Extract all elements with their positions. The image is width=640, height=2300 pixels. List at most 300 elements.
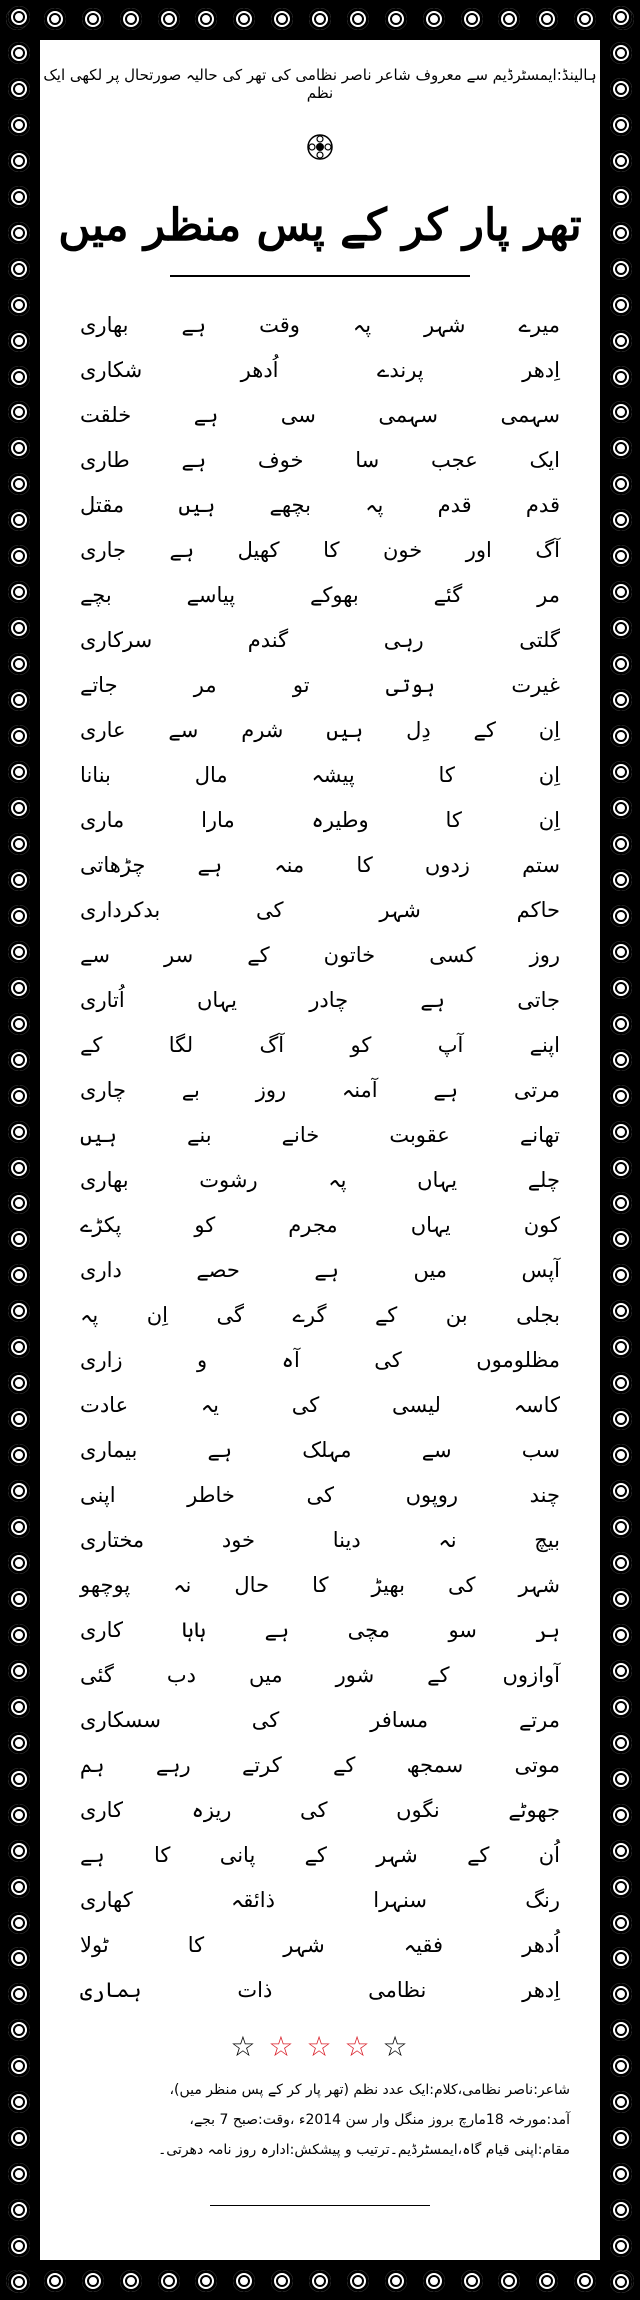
flower-ornament-icon	[610, 2055, 632, 2077]
intro-line: ہالینڈ:ایمسٹرڈیم سے معروف شاعر ناصر نظامی کی تھر کی حالیہ صورتحال پر لکھی ایک نظم	[43, 66, 597, 102]
verse-word: سے	[168, 717, 199, 742]
verse-word: گی	[216, 1302, 245, 1327]
verse-word: ہے	[207, 1437, 233, 1462]
flower-ornament-icon	[120, 8, 142, 30]
verse-word: داری	[80, 1257, 122, 1282]
verse-word: روز	[255, 1077, 287, 1102]
bottom-border-ornaments	[0, 2264, 640, 2298]
verse-word: یہاں	[196, 987, 237, 1012]
flower-ornament-icon	[8, 977, 30, 999]
verse-line	[80, 1922, 560, 1967]
verse-line	[80, 527, 560, 572]
verse-word: عاری	[80, 717, 126, 742]
verse-word: ہیں	[80, 1122, 117, 1147]
verse-word: رہی	[383, 627, 424, 652]
verse-word: اِن	[538, 717, 560, 742]
flower-ornament-icon	[8, 509, 30, 531]
verse-word: سے	[421, 1437, 452, 1462]
verse-word: شہر	[379, 897, 421, 922]
verse-word: مر	[193, 672, 217, 697]
flower-ornament-icon	[610, 833, 632, 855]
verse-word: و	[197, 1347, 208, 1372]
verse-word: مال	[194, 762, 228, 787]
flower-ornament-icon	[8, 1624, 30, 1646]
verse-word: شہر	[376, 1842, 418, 1867]
verse-line	[80, 1202, 560, 1247]
verse-line	[80, 1157, 560, 1202]
flower-ornament-icon	[8, 2235, 30, 2257]
credits-block	[70, 2075, 570, 2165]
right-border-ornaments	[604, 0, 638, 2300]
flower-ornament-icon	[195, 2270, 217, 2292]
verse-word: آگ	[259, 1032, 285, 1057]
verse-word: کا	[445, 807, 462, 832]
flower-ornament-icon	[610, 545, 632, 567]
verse-word: میں	[249, 1662, 283, 1687]
flower-ornament-icon	[8, 1264, 30, 1286]
flower-ornament-icon	[8, 2271, 30, 2293]
verse-word: زدوں	[424, 852, 470, 877]
footer-underline	[210, 2205, 430, 2206]
verse-word: بنے	[187, 1122, 212, 1147]
flower-ornament-icon	[610, 1624, 632, 1646]
verse-word: سہمی	[500, 402, 560, 427]
verse-word: قدم	[525, 492, 560, 517]
verse-word: ہے	[181, 312, 207, 337]
verse-word: خود	[221, 1527, 256, 1552]
verse-word: میں	[413, 1257, 448, 1282]
verse-word: کسی	[429, 942, 476, 967]
flower-ornament-icon	[610, 2127, 632, 2149]
flower-ornament-icon	[610, 1264, 632, 1286]
verse-word: اِدھر	[522, 357, 560, 382]
verse-line	[80, 1517, 560, 1562]
verse-word: بیچ	[534, 1527, 560, 1552]
verse-word: دینا	[332, 1527, 361, 1552]
flower-ornament-icon	[610, 1444, 632, 1466]
verse-word: موتی	[514, 1752, 560, 1777]
verse-word: سی	[280, 402, 316, 427]
flower-ornament-icon	[44, 2270, 66, 2292]
verse-word: بدکرداری	[80, 897, 161, 922]
flower-ornament-icon	[8, 1300, 30, 1322]
flower-ornament-icon	[8, 905, 30, 927]
verse-word: پکڑے	[80, 1212, 122, 1237]
verse-word: اِن	[538, 762, 560, 787]
verse-word: خوف	[257, 447, 304, 472]
verse-word: سہمی	[378, 402, 438, 427]
verse-word: کی	[291, 1392, 320, 1417]
verse-word: بچے	[80, 582, 112, 607]
flower-ornament-icon	[610, 1912, 632, 1934]
verse-word: قدم	[437, 492, 472, 517]
verse-word: کی	[300, 1797, 328, 1822]
left-border-ornaments	[2, 0, 36, 2300]
verse-word: زاری	[80, 1347, 123, 1372]
flower-ornament-icon	[8, 6, 30, 28]
flower-ornament-icon	[610, 1049, 632, 1071]
flower-ornament-icon	[536, 8, 558, 30]
flower-ornament-icon	[8, 1192, 30, 1214]
flower-ornament-icon	[536, 2270, 558, 2292]
verse-word: ہے	[80, 1842, 105, 1867]
verse-word: یہ	[200, 1392, 219, 1417]
flower-ornament-icon	[195, 8, 217, 30]
flower-ornament-icon	[8, 2163, 30, 2185]
verse-word: کے	[427, 1662, 450, 1687]
flower-ornament-icon	[8, 1480, 30, 1502]
verse-word: جاتی	[517, 987, 560, 1012]
verse-line	[80, 392, 560, 437]
verse-word: بن	[445, 1302, 468, 1327]
verse-word: شور	[335, 1662, 375, 1687]
verse-word: شہر	[518, 1572, 560, 1597]
verse-word: خلقت	[80, 402, 132, 427]
flower-ornament-icon	[610, 653, 632, 675]
flower-ornament-icon	[8, 1947, 30, 1969]
verse-word: نہ	[438, 1527, 457, 1552]
flower-ornament-icon	[610, 1660, 632, 1682]
verse-word: سنہرا	[373, 1887, 427, 1912]
verse-word: ہم	[80, 1752, 105, 1777]
flower-ornament-icon	[610, 2271, 632, 2293]
flower-ornament-icon	[8, 941, 30, 963]
verse-word: کا	[312, 1572, 329, 1597]
flower-ornament-icon	[347, 8, 369, 30]
flower-ornament-icon	[44, 8, 66, 30]
verse-word: نگوں	[396, 1797, 440, 1822]
flower-ornament-icon	[8, 473, 30, 495]
flower-ornament-icon	[610, 1192, 632, 1214]
flower-ornament-icon	[8, 186, 30, 208]
verse-word: آہ	[281, 1347, 300, 1372]
credit-place: مقام:اپنی قیام گاہ،ایمسٹرڈیم۔ترتیب و پیشکش:ادارہ روز نامہ دھرتی۔	[158, 2142, 570, 2158]
flower-ornament-icon	[8, 1228, 30, 1250]
verse-word: آگ	[535, 537, 560, 562]
flower-ornament-icon	[610, 222, 632, 244]
flower-ornament-icon	[8, 689, 30, 711]
verse-word: کی	[374, 1347, 402, 1372]
verse-word: اُتاری	[80, 987, 125, 1012]
verse-word: ٹولا	[80, 1932, 109, 1957]
verse-word: روپوں	[405, 1482, 459, 1507]
flower-ornament-icon	[610, 797, 632, 819]
flower-ornament-icon	[610, 1768, 632, 1790]
flower-ornament-icon	[8, 1912, 30, 1934]
star-icon: ☆	[306, 2030, 334, 2063]
verse-word: چاری	[80, 1077, 126, 1102]
verse-word: سر	[164, 942, 194, 967]
flower-ornament-icon	[610, 1228, 632, 1250]
verse-line	[80, 1427, 560, 1472]
verse-word: عادت	[80, 1392, 129, 1417]
verse-line	[80, 572, 560, 617]
verse-word: آوازوں	[502, 1662, 560, 1687]
verse-word: بچھے	[269, 492, 311, 517]
verse-line	[80, 1697, 560, 1742]
verse-word: کھیل	[237, 537, 280, 562]
verse-word: پوچھو	[80, 1572, 131, 1597]
verse-word: ریزہ	[191, 1797, 232, 1822]
verse-word: پہ	[80, 1302, 99, 1327]
flower-ornament-icon	[610, 78, 632, 100]
verse-word: ہے	[420, 987, 445, 1012]
flower-ornament-icon	[233, 2270, 255, 2292]
flower-ornament-icon	[610, 869, 632, 891]
verse-word: بے	[181, 1077, 200, 1102]
verse-word: ہاہا	[181, 1617, 207, 1642]
credit-poet: شاعر:ناصر نظامی،کلام:ایک عدد نظم (تھر پار کر کے پس منظر میں)،	[169, 2082, 570, 2098]
verse-word: رنگ	[525, 1887, 560, 1912]
verse-word: چادر	[309, 987, 349, 1012]
poem-verses	[80, 302, 560, 2012]
verse-word: تو	[292, 672, 310, 697]
flower-ornament-icon	[610, 617, 632, 639]
flower-ornament-icon	[8, 1085, 30, 1107]
verse-word: کا	[356, 852, 373, 877]
verse-line	[80, 842, 560, 887]
flower-ornament-icon	[610, 1696, 632, 1718]
verse-word: سو	[448, 1617, 477, 1642]
flower-ornament-icon	[610, 2235, 632, 2257]
verse-line	[80, 752, 560, 797]
verse-word: مچی	[347, 1617, 390, 1642]
flower-ornament-icon	[8, 1840, 30, 1862]
verse-word: طاری	[80, 447, 130, 472]
verse-word: ذائقہ	[230, 1887, 275, 1912]
verse-word: ذات	[237, 1977, 273, 2002]
flower-ornament-icon	[8, 42, 30, 64]
verse-word: میرے	[518, 312, 560, 337]
flower-ornament-icon	[8, 222, 30, 244]
verse-word: چند	[529, 1482, 560, 1507]
flower-ornament-icon	[8, 330, 30, 352]
flower-ornament-icon	[385, 8, 407, 30]
verse-word: مہلک	[302, 1437, 352, 1462]
verse-line	[80, 932, 560, 977]
verse-word: کاسہ	[513, 1392, 560, 1417]
verse-word: ہے	[197, 852, 223, 877]
flower-ornament-icon	[82, 8, 104, 30]
verse-word: ماری	[80, 807, 125, 832]
verse-word: کی	[447, 1572, 476, 1597]
flower-ornament-icon	[8, 2091, 30, 2113]
flower-ornament-icon	[574, 2270, 596, 2292]
verse-line	[80, 1742, 560, 1787]
verse-word: یہاں	[410, 1212, 451, 1237]
verse-word: ستم	[522, 852, 560, 877]
verse-word: نہ	[173, 1572, 192, 1597]
flower-ornament-icon	[8, 725, 30, 747]
flower-ornament-icon	[610, 330, 632, 352]
flower-ornament-icon	[610, 941, 632, 963]
flower-ornament-icon	[385, 2270, 407, 2292]
flower-ornament-icon	[8, 1876, 30, 1898]
flower-ornament-icon	[8, 1732, 30, 1754]
verse-line	[80, 437, 560, 482]
verse-word: کو	[350, 1032, 372, 1057]
flower-ornament-icon	[610, 1947, 632, 1969]
flower-ornament-icon	[610, 581, 632, 603]
verse-line	[80, 1337, 560, 1382]
verse-word: کے	[333, 1752, 356, 1777]
flower-ornament-icon	[8, 1157, 30, 1179]
verse-word: گلتی	[519, 627, 560, 652]
verse-word: ہیں	[326, 717, 364, 742]
flower-ornament-icon	[610, 1013, 632, 1035]
verse-word: مر	[537, 582, 560, 607]
verse-line	[80, 1382, 560, 1427]
flower-ornament-icon	[8, 653, 30, 675]
verse-line	[80, 1787, 560, 1832]
verse-line	[80, 617, 560, 662]
flower-ornament-icon	[8, 1516, 30, 1538]
verse-word: اپنی	[80, 1482, 116, 1507]
flower-ornament-icon	[271, 8, 293, 30]
top-border-ornaments	[0, 2, 640, 36]
credit-date: آمد:مورخہ 18مارچ بروز منگل وار سن 2014ء ،وقت:صبح 7 بجے،	[189, 2112, 570, 2128]
verse-word: خاطر	[187, 1482, 235, 1507]
flower-ornament-icon	[8, 437, 30, 459]
verse-word: روز	[529, 942, 560, 967]
verse-word: مسافر	[370, 1707, 429, 1732]
verse-word: فقیہ	[403, 1932, 444, 1957]
verse-word: ہوتی	[385, 672, 436, 697]
verse-word: ہے	[169, 537, 195, 562]
verse-word: شہر	[283, 1932, 325, 1957]
flower-ornament-icon	[610, 689, 632, 711]
flower-ornament-icon	[610, 905, 632, 927]
flower-ornament-icon	[233, 8, 255, 30]
verse-word: کا	[153, 1842, 171, 1867]
flower-ornament-icon	[610, 1372, 632, 1394]
verse-line	[80, 302, 560, 347]
verse-word: گرے	[292, 1302, 327, 1327]
verse-line	[80, 707, 560, 752]
verse-word: اپنے	[529, 1032, 560, 1057]
flower-ornament-icon	[610, 1983, 632, 2005]
flower-ornament-icon	[158, 2270, 180, 2292]
verse-word: گندم	[247, 627, 289, 652]
rosette-ornament-icon	[307, 134, 333, 160]
verse-word: آپ	[437, 1032, 464, 1057]
verse-word: اِن	[146, 1302, 168, 1327]
flower-ornament-icon	[610, 1516, 632, 1538]
flower-ornament-icon	[423, 2270, 445, 2292]
flower-ornament-icon	[610, 1732, 632, 1754]
verse-word: مختاری	[80, 1527, 145, 1552]
title-underline	[170, 275, 470, 277]
verse-word: بجلی	[516, 1302, 560, 1327]
verse-word: سا	[355, 447, 380, 472]
verse-line	[80, 1877, 560, 1922]
verse-word: کاری	[80, 1797, 124, 1822]
verse-word: کی	[256, 897, 284, 922]
verse-word: سب	[521, 1437, 560, 1462]
verse-word: رشوت	[199, 1167, 258, 1192]
verse-word: اِن	[538, 807, 560, 832]
verse-line	[80, 1472, 560, 1517]
poem-sheet	[40, 40, 600, 2260]
flower-ornament-icon	[8, 761, 30, 783]
flower-ornament-icon	[610, 1408, 632, 1430]
flower-ornament-icon	[8, 2019, 30, 2041]
flower-ornament-icon	[158, 8, 180, 30]
flower-ornament-icon	[610, 1552, 632, 1574]
verse-word: کے	[80, 1032, 103, 1057]
verse-word: ہیں	[178, 492, 216, 517]
flower-ornament-icon	[610, 294, 632, 316]
verse-word: بھوکے	[310, 582, 359, 607]
flower-ornament-icon	[8, 366, 30, 388]
verse-line	[80, 1292, 560, 1337]
verse-word: بیماری	[80, 1437, 138, 1462]
flower-ornament-icon	[8, 1372, 30, 1394]
verse-word: پہ	[328, 1167, 347, 1192]
verse-word: پہ	[365, 492, 384, 517]
verse-word: بھاری	[80, 1167, 129, 1192]
flower-ornament-icon	[610, 1085, 632, 1107]
star-icon: ☆	[268, 2030, 296, 2063]
flower-ornament-icon	[8, 869, 30, 891]
verse-word: کے	[247, 942, 270, 967]
verse-word: کھاری	[80, 1887, 133, 1912]
flower-ornament-icon	[8, 1336, 30, 1358]
verse-word: گئی	[80, 1662, 114, 1687]
verse-word: کے	[473, 717, 496, 742]
verse-line	[80, 1022, 560, 1067]
flower-ornament-icon	[610, 366, 632, 388]
flower-ornament-icon	[610, 1480, 632, 1502]
flower-ornament-icon	[8, 1444, 30, 1466]
flower-ornament-icon	[610, 2163, 632, 2185]
flower-ornament-icon	[8, 1588, 30, 1610]
flower-ornament-icon	[574, 8, 596, 30]
verse-word: پیاسے	[186, 582, 236, 607]
flower-ornament-icon	[309, 8, 331, 30]
verse-word: مرتی	[513, 1077, 560, 1102]
verse-word: سسکاری	[80, 1707, 161, 1732]
flower-ornament-icon	[610, 1804, 632, 1826]
flower-ornament-icon	[8, 401, 30, 423]
verse-word: خانے	[281, 1122, 320, 1147]
flower-ornament-icon	[8, 1696, 30, 1718]
flower-ornament-icon	[610, 2019, 632, 2041]
verse-line	[80, 1562, 560, 1607]
flower-ornament-icon	[610, 761, 632, 783]
verse-word: جھوٹے	[508, 1797, 560, 1822]
flower-ornament-icon	[8, 581, 30, 603]
verse-word: شرم	[241, 717, 284, 742]
flower-ornament-icon	[8, 1552, 30, 1574]
verse-word: عجب	[431, 447, 478, 472]
verse-word: پہ	[352, 312, 372, 337]
verse-word: آمنہ	[341, 1077, 378, 1102]
verse-line	[80, 1112, 560, 1157]
flower-ornament-icon	[610, 150, 632, 172]
flower-ornament-icon	[8, 833, 30, 855]
flower-ornament-icon	[309, 2270, 331, 2292]
verse-word: کو	[194, 1212, 216, 1237]
verse-word: ہماری	[80, 1977, 142, 2002]
verse-word: کا	[323, 537, 340, 562]
verse-word: مجرم	[288, 1212, 338, 1237]
verse-word: خون	[382, 537, 423, 562]
star-icon: ☆	[230, 2030, 258, 2063]
verse-word: اُدھر	[522, 1932, 560, 1957]
flower-ornament-icon	[610, 2091, 632, 2113]
verse-line	[80, 1607, 560, 1652]
